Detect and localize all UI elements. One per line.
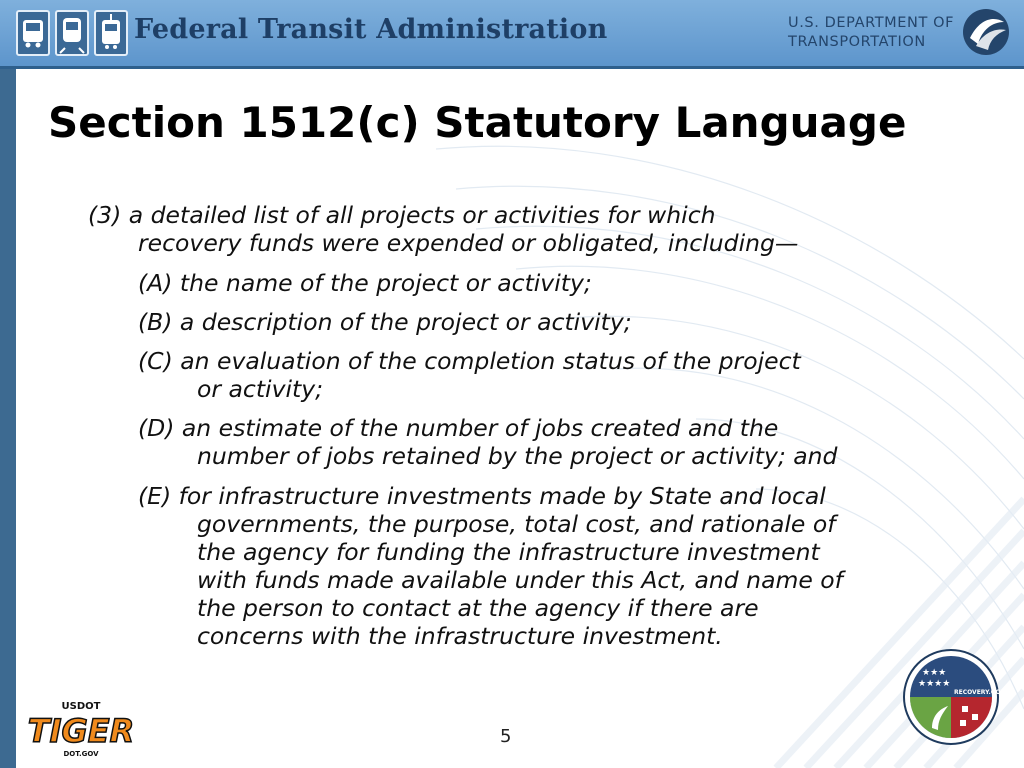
statute-item-e	[138, 482, 843, 650]
header-bar	[0, 0, 1024, 69]
svg-text:★★★★: ★★★★	[918, 679, 951, 689]
statute-item-a	[138, 269, 592, 297]
rail-icon	[55, 10, 89, 56]
page-number: 5	[500, 726, 512, 747]
statute-line: (3) a detailed list of all projects or activities for which	[88, 201, 716, 229]
svg-text:★★★: ★★★	[922, 668, 947, 678]
tiger-logo-bottom: DOT.GOV	[63, 750, 99, 758]
statute-line: (E) for infrastructure investments made by State and local	[138, 482, 826, 510]
tiger-logo-main: TIGER	[27, 712, 135, 750]
statute-line: (A) the name of the project or activity;	[138, 269, 592, 297]
statute-line: or activity;	[197, 375, 324, 403]
statute-line: (B) a description of the project or activity;	[138, 308, 632, 336]
recovery-logo-text: RECOVERY.GOV	[954, 689, 1006, 696]
left-stripe	[0, 69, 16, 768]
statute-line: (D) an estimate of the number of jobs created and the	[138, 414, 779, 442]
bus-icon	[16, 10, 50, 56]
dot-logo	[962, 8, 1010, 56]
statute-line: governments, the purpose, total cost, and rationale of	[197, 510, 836, 538]
statute-line: with funds made available under this Act, and name of	[197, 566, 843, 594]
statute-line: the person to contact at the agency if there are	[197, 594, 759, 622]
light-rail-icon	[94, 10, 128, 56]
statute-line: (C) an evaluation of the completion status of the project	[138, 347, 801, 375]
statute-line: the agency for funding the infrastructure investment	[197, 538, 820, 566]
department-line-2: TRANSPORTATION	[788, 34, 926, 50]
agency-name: Federal Transit Administration	[134, 14, 608, 45]
statute-line: recovery funds were expended or obligated, including—	[138, 229, 799, 257]
department-line-1: U.S. DEPARTMENT OF	[788, 15, 955, 31]
statute-item-b	[138, 308, 632, 336]
slide-title: Section 1512(c) Statutory Language	[48, 98, 907, 147]
tiger-logo	[22, 698, 140, 760]
statute-line: concerns with the infrastructure investment.	[197, 622, 723, 650]
statute-item-3	[88, 201, 798, 257]
recovery-gov-logo	[902, 648, 1006, 746]
statute-item-d	[138, 414, 837, 470]
tiger-logo-top: USDOT	[61, 701, 101, 712]
statute-item-c	[138, 347, 801, 403]
statute-line: number of jobs retained by the project or activity; and	[197, 442, 838, 470]
